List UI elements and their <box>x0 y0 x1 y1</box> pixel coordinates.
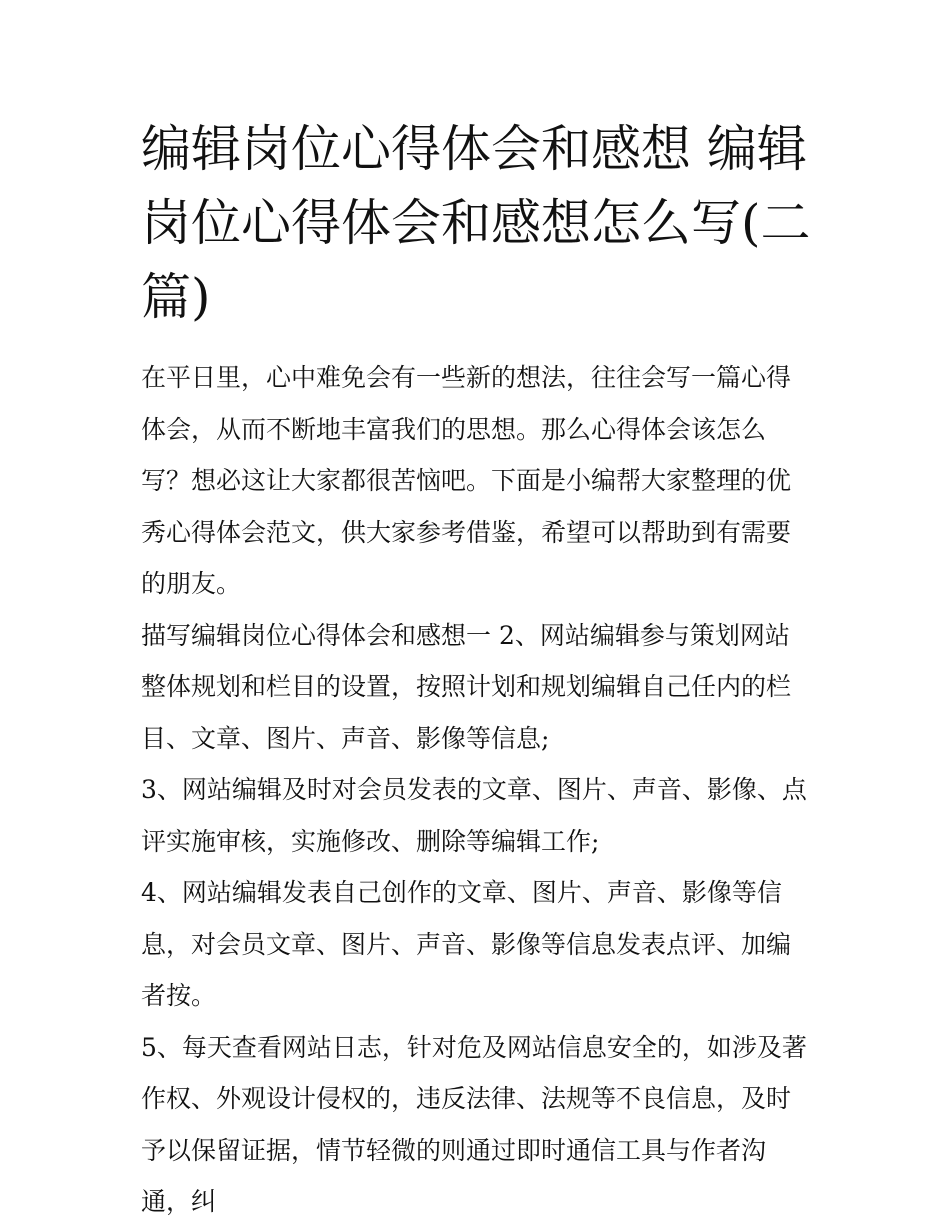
item-5-paragraph: 5、每天查看网站日志，针对危及网站信息安全的，如涉及著作权、外观设计侵权的，违反法律、法规等不良信息，及时予以保留证据，情节轻微的则通过即时通信工具与作者沟通，纠 <box>141 1032 807 1216</box>
document-content <box>141 112 813 1228</box>
document-body <box>141 352 813 1228</box>
item-4-paragraph: 4、网站编辑发表自己创作的文章、图片、声音、影像等信息，对会员文章、图片、声音、影像等信息发表点评、加编者按。 <box>141 878 792 1010</box>
intro-paragraph: 在平日里，心中难免会有一些新的想法，往往会写一篇心得体会，从而不断地丰富我们的思想。那么心得体会该怎么写？想必这让大家都很苦恼吧。下面是小编帮大家整理的优秀心得体会范文，供大家参考借鉴，希望可以帮助到有需要的朋友。 <box>141 363 792 598</box>
item-3-paragraph: 3、网站编辑及时对会员发表的文章、图片、声音、影像、点评实施审核，实施修改、删除等编辑工作; <box>141 775 807 856</box>
document-title: 编辑岗位心得体会和感想 编辑岗位心得体会和感想怎么写(二篇) <box>141 120 811 326</box>
section-1-paragraph: 描写编辑岗位心得体会和感想一 2、网站编辑参与策划网站整体规划和栏目的设置，按照计划和规划编辑自己任内的栏目、文章、图片、声音、影像等信息; <box>141 620 792 753</box>
